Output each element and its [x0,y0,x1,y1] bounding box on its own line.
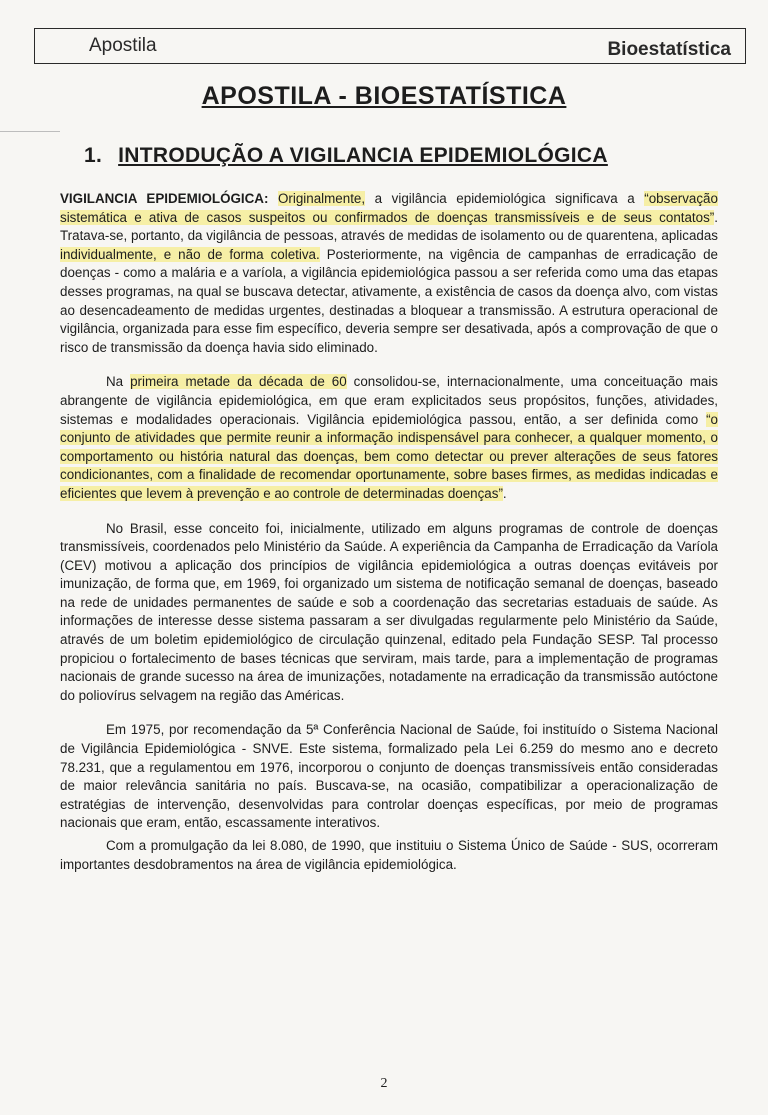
text-span: . Tratava-se, portanto, da vigilância de pessoas, através de medidas de isolamento ou de quarentena, aplicadas [60,209,718,244]
header-right-text: Bioestatística [607,39,731,60]
page-header [34,28,746,64]
section-heading [84,144,608,168]
section-number: 1. [84,144,103,167]
highlighted-text: Originalmente, [278,191,366,206]
paragraph-1 [60,190,718,357]
highlighted-text: “o conjunto de atividades que permite reunir a informação indispensável para conhecer, a qualquer momento, o comportamento ou história natural das doenças, bem como detectar ou prever alterações de seus fatores condicionantes, com a finalidade de recomendar oportunamente, sobre bases firmes, as medidas indicadas e eficientes que levem à prevenção e ao controle de determinadas doenças” [60,411,718,501]
highlighted-text: individualmente, e não de forma coletiva. [60,246,320,262]
text-span: consolidou-se, internacionalmente, uma conceituação mais abrangente de vigilância epidemiológica, em que eram explicitados seus propósitos, funções, atividades, sistemas e modalidades operacionais. Vigilância epidemiológica passou, então, a ser definida como [60,374,718,427]
paragraph-5: Com a promulgação da lei 8.080, de 1990, que instituiu o Sistema Único de Saúde - SUS, ocorreram importantes desdobramentos na área de vigilância epidemiológica. [60,838,718,872]
text-span: Posteriormente, na vigência de campanhas de erradicação de doenças - como a malária e a varíola, a vigilância epidemiológica passou a ser referida como uma das etapas desses programas, na qual se buscava detectar, ativamente, a existência de casos da doença alvo, com vistas ao desencadeamento de medidas urgentes, destinadas a bloquear a transmissão. A estrutura operacional de vigilância, organizada para esse fim específico, deveria sempre ser desativada, após a comprovação de que o risco de transmissão da doença havia sido eliminado. [60,246,719,355]
paragraph-1-label: VIGILANCIA EPIDEMIOLÓGICA: [60,191,269,206]
document-title: APOSTILA - BIOESTATÍSTICA [201,82,567,110]
highlighted-text: “observação sistemática e ativa de casos suspeitos ou confirmados de doenças transmissíveis e de seus contatos” [60,191,718,225]
text-span: Na [106,374,131,390]
text-span: . [502,485,507,501]
header-left-text: Apostila [89,35,157,56]
text-span [268,191,278,206]
paragraph-4: Em 1975, por recomendação da 5ª Conferência Nacional de Saúde, foi instituído o Sistema Nacional de Vigilância Epidemiológica - SNVE. Este sistema, formalizado pela Lei 6.259 do mesmo ano e decreto 78.231, que a regulamentou em 1976, incorporou o conjunto de doenças transmissíveis então consideradas de maior relevância sanitária no país. Buscava-se, na ocasião, compatibilizar a operacionalização de estratégias de intervenção, desenvolvidas para controlar doenças específicas, por meio de programas nacionais que eram, então, escassamente interativos. [60,722,718,831]
page-number: 2 [380,1076,388,1091]
text-span: a vigilância epidemiológica significava a [365,191,645,206]
paragraph-3: No Brasil, esse conceito foi, inicialmente, utilizado em alguns programas de controle de doenças transmissíveis, coordenados pelo Ministério da Saúde. A experiência da Campanha de Erradicação da Varíola (CEV) motivou a aplicação dos princípios de vigilância epidemiológica a outras doenças evitáveis por imunização, de forma que, em 1969, foi organizado um sistema de notificação semanal de doenças, baseado na rede de unidades permanentes de saúde e sob a coordenação das secretarias estaduais de saúde. As informações de interesse desse sistema passaram a ser divulgadas regularmente pelo Ministério da Saúde, através de um boletim epidemiológico de circulação quinzenal, editado pela Fundação SESP. Tal processo propiciou o fortalecimento de bases técnicas que serviram, mais tarde, para a implementação de programas nacionais de grande sucesso na área de imunizações, notadamente na erradicação da transmissão autóctone do poliovírus selvagem na região das Américas. [60,520,718,703]
scan-artifact-line [0,131,60,132]
document-body [60,190,718,890]
highlighted-text: primeira metade da década de 60 [130,374,347,390]
paragraph-2 [60,373,718,503]
section-heading-text: INTRODUÇÃO A VIGILANCIA EPIDEMIOLÓGICA [118,144,608,167]
